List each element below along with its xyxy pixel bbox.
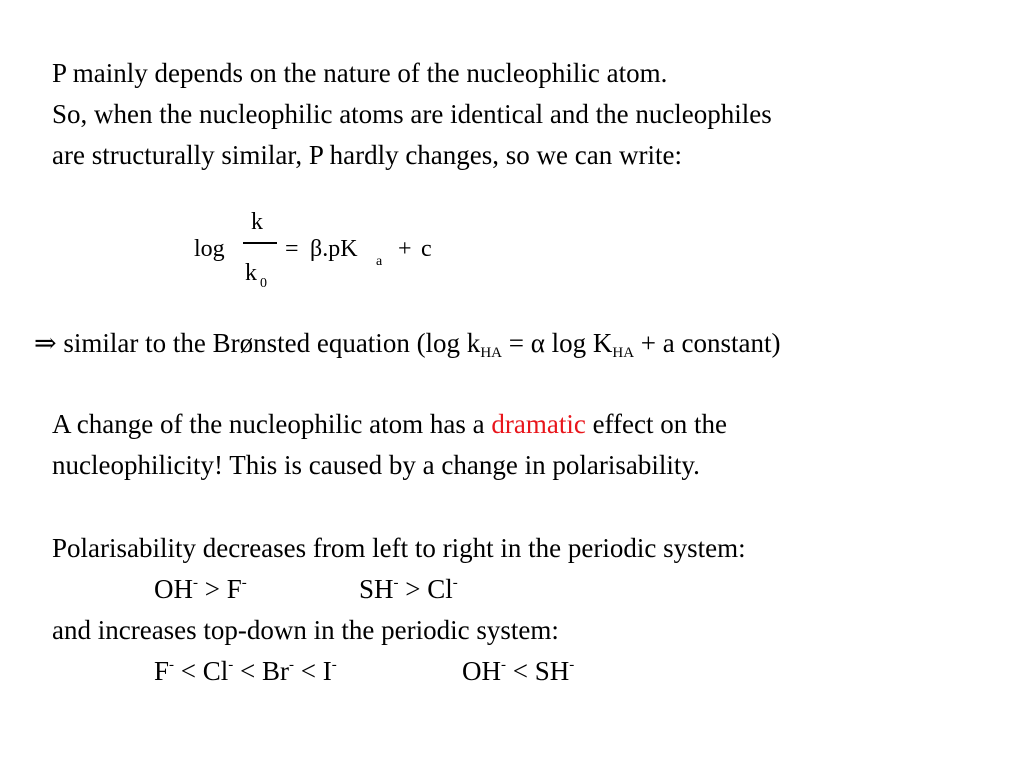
charge-minus: - — [393, 575, 399, 591]
species-oh: OH — [154, 574, 193, 604]
intro-line-3: are structurally similar, P hardly changes, so we can write: — [52, 140, 682, 170]
species-cl: > Cl — [398, 574, 453, 604]
charge-minus: - — [289, 657, 295, 673]
polarisability-line-1: Polarisability decreases from left to right in the periodic system: — [52, 533, 746, 563]
bronsted-equals: = — [501, 328, 531, 358]
equation-plus: + — [398, 236, 412, 262]
species-sh: SH — [359, 574, 394, 604]
change-line-2: nucleophilicity! This is caused by a change in polarisability. — [52, 450, 700, 480]
charge-minus: - — [501, 657, 506, 673]
charge-minus: - — [169, 657, 175, 673]
species-f: F — [154, 656, 170, 686]
fraction-bar — [243, 242, 277, 244]
bronsted-text-end: + a constant) — [634, 328, 781, 358]
equation-equals: = — [285, 236, 299, 262]
charge-minus: - — [452, 575, 458, 591]
intro-line-2: So, when the nucleophilic atoms are identical and the nucleophiles — [52, 99, 772, 129]
species-oh: OH — [462, 656, 501, 686]
equation-denominator: k — [245, 260, 257, 286]
bronsted-sub-ha-1: HA — [480, 345, 502, 361]
polarisability-line-2: and increases top-down in the periodic system: — [52, 615, 559, 645]
equation-denominator-subscript: 0 — [260, 276, 267, 291]
bronsted-sub-ha-2: HA — [612, 345, 635, 361]
top-down-series-1 — [154, 658, 337, 685]
species-f: > F — [198, 574, 242, 604]
charge-minus: - — [241, 575, 247, 591]
dramatic-emphasis: dramatic — [491, 409, 586, 439]
change-text-end: effect on the — [585, 409, 727, 439]
left-right-series-1 — [154, 576, 247, 603]
equation-constant-c: c — [421, 236, 432, 262]
charge-minus: - — [569, 657, 575, 673]
species-cl: < Cl — [174, 656, 229, 686]
equation-numerator: k — [251, 209, 263, 235]
equation-beta-pk: β.pK — [310, 236, 358, 262]
intro-line-1: P mainly depends on the nature of the nucleophilic atom. — [52, 58, 668, 88]
top-down-series-2 — [462, 658, 574, 685]
implies-arrow: ⇒ — [34, 328, 57, 358]
bronsted-line — [34, 328, 781, 361]
left-right-series-2 — [359, 576, 458, 603]
equation-log: log — [194, 236, 225, 262]
change-line-1 — [52, 411, 727, 438]
bronsted-text-start: similar to the Brønsted equation (log k — [56, 328, 481, 358]
alpha-symbol: α — [530, 328, 545, 358]
charge-minus: - — [193, 575, 198, 591]
species-br: < Br — [233, 656, 290, 686]
change-text-start: A change of the nucleophilic atom has a — [52, 409, 492, 439]
bronsted-log-k: log K — [544, 328, 613, 358]
charge-minus: - — [331, 657, 337, 673]
charge-minus: - — [228, 657, 234, 673]
equation-pk-subscript: a — [376, 254, 383, 269]
species-sh: < SH — [506, 656, 570, 686]
species-i: < I — [294, 656, 332, 686]
